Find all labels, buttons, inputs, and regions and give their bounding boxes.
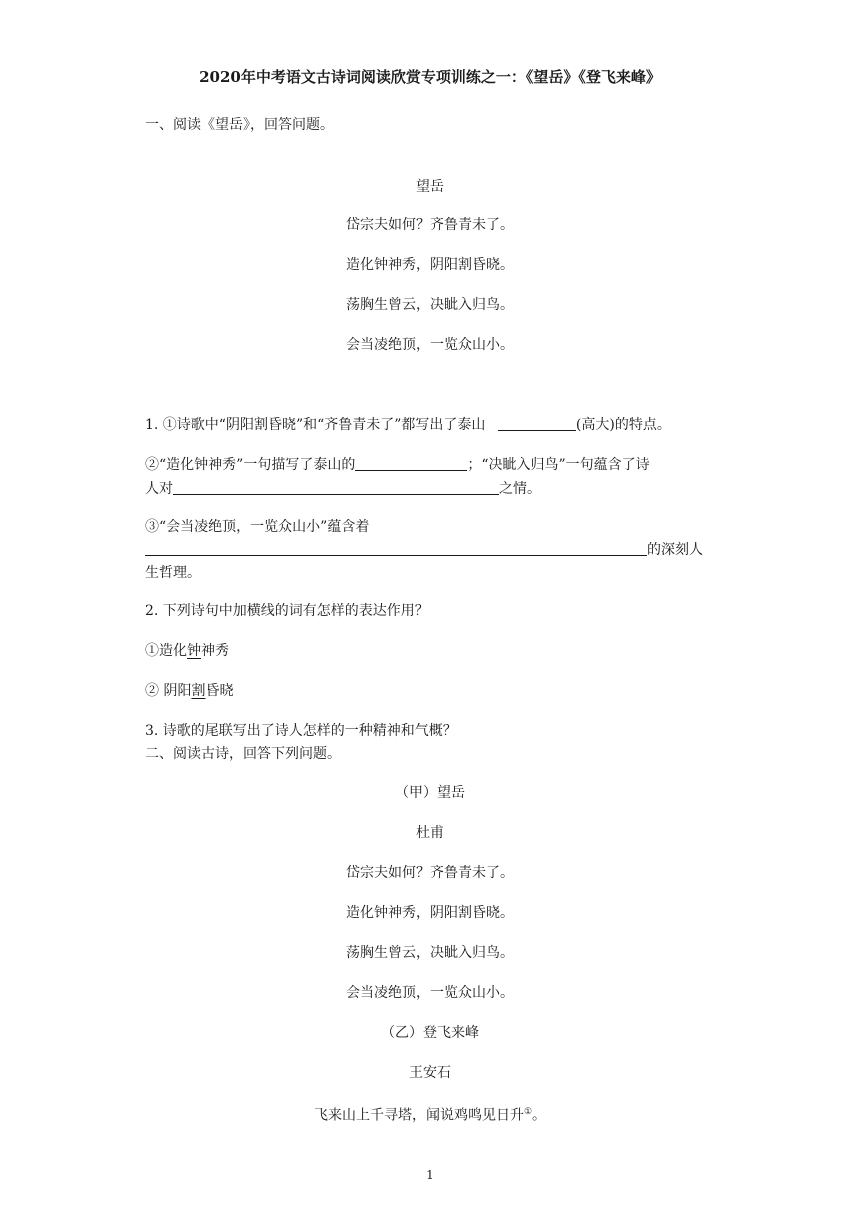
question-1a: [145, 416, 671, 434]
q2i1-post: 神秀: [201, 643, 229, 659]
poem-b-title: （乙）登飞来峰: [381, 1025, 479, 1041]
poem-a-line-2: 造化钟神秀，阴阳割昏晓。: [346, 905, 514, 921]
poem-line-1: 岱宗夫如何？齐鲁青未了。: [346, 217, 514, 233]
footnote-marker: ①: [523, 1107, 533, 1117]
page-title: 2020年中考语文古诗词阅读欣赏专项训练之一：《望岳》《登飞来峰》: [199, 68, 661, 86]
poem-title: 望岳: [416, 179, 444, 195]
underlined-word: 钟: [187, 643, 201, 659]
q1b-text: ②“造化钟神秀”一句描写了泰山的: [145, 457, 356, 473]
poem-b-line-1-end: 。: [532, 1107, 547, 1124]
question-3: 3. 诗歌的尾联写出了诗人怎样的一种精神和气概？: [145, 723, 457, 739]
underlined-word: 割: [191, 683, 206, 699]
question-2-item-2: [145, 682, 233, 700]
question-1b: [145, 456, 650, 474]
q1a-end: (高大)的特点。: [575, 417, 671, 433]
q2i1-pre: ①造化: [145, 643, 187, 659]
q2i2-pre: ② 阴阳: [145, 683, 192, 699]
poem-b-author: 王安石: [409, 1065, 451, 1081]
q1b-text2: 人对: [145, 481, 173, 497]
question-2: 2. 下列诗句中加横线的词有怎样的表达作用？: [145, 603, 429, 619]
poem-a-line-1: 岱宗夫如何？齐鲁青未了。: [346, 865, 514, 881]
poem-line-3: 荡胸生曾云，决眦入归鸟。: [346, 297, 514, 313]
poem-a-line-4: 会当凌绝顶，一览众山小。: [346, 985, 514, 1001]
answer-blank[interactable]: [173, 480, 499, 495]
q2i2-post: 昏晓: [205, 683, 234, 699]
question-1b-cont: [145, 480, 541, 498]
question-1c: ③“会当凌绝顶，一览众山小”蕴含着: [145, 519, 370, 535]
q1b-end: 之情。: [499, 481, 541, 497]
page-number: 1: [426, 1168, 434, 1182]
answer-blank[interactable]: [145, 541, 647, 556]
section1-heading: 一、阅读《望岳》，回答问题。: [145, 117, 334, 133]
question-1c-cont: [145, 541, 703, 559]
answer-blank[interactable]: [355, 456, 467, 471]
poem-a-line-3: 荡胸生曾云，决眦入归鸟。: [346, 945, 514, 961]
poem-b-line-1: [0, 1103, 860, 1125]
poem-a-title: （甲）望岳: [395, 785, 465, 801]
q1b-mid: ；“决眦入归鸟”一句蕴含了诗: [467, 457, 650, 473]
q1c-end: 的深刻人: [647, 542, 703, 558]
poem-line-2: 造化钟神秀，阴阳割昏晓。: [346, 257, 514, 273]
question-1c-end: 生哲理。: [145, 565, 201, 581]
question-2-item-1: [145, 642, 229, 660]
section2-heading: 二、阅读古诗，回答下列问题。: [145, 746, 341, 762]
q1a-text: 1. ①诗歌中“阴阳割昏晓”和“齐鲁青未了”都写出了泰山: [145, 417, 486, 433]
poem-b-line-1-text: 飞来山上千寻塔，闻说鸡鸣见日升: [313, 1107, 524, 1124]
poem-a-author: 杜甫: [416, 825, 444, 841]
answer-blank[interactable]: [498, 416, 576, 431]
poem-line-4: 会当凌绝顶，一览众山小。: [346, 337, 514, 353]
